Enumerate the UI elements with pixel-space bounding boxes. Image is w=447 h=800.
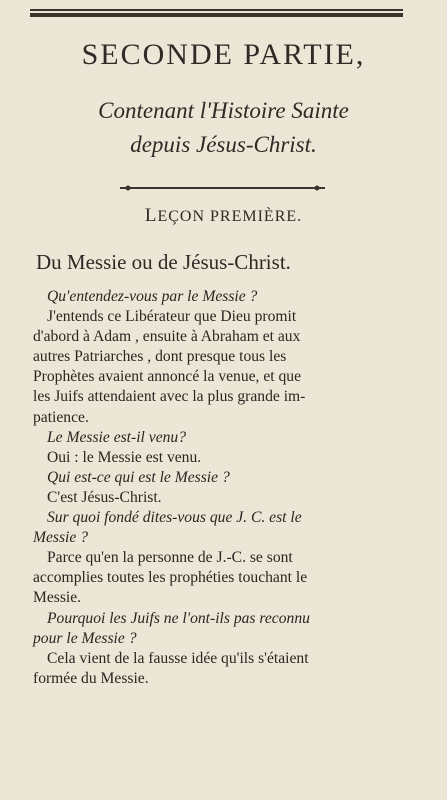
- text-line: C'est Jésus-Christ.: [47, 488, 162, 506]
- text-line: autres Patriarches , dont presque tous les: [33, 348, 287, 366]
- top-double-rule: [30, 9, 403, 19]
- text-line: Messie ?: [33, 529, 88, 547]
- subtitle-line-1: Contenant l'Histoire Sainte: [98, 98, 349, 123]
- subtitle-line-2: depuis Jésus-Christ.: [130, 132, 317, 157]
- text-line: Le Messie est-il venu?: [47, 428, 187, 446]
- text-line: accomplies toutes les prophéties touchant le: [33, 569, 308, 587]
- lesson-title-initial: L: [144, 205, 158, 226]
- text-line: J'entends ce Libérateur que Dieu promit: [47, 308, 297, 326]
- text-line: pour le Messie ?: [33, 629, 137, 647]
- text-line: patience.: [33, 408, 89, 426]
- text-line: Qu'entendez-vous par le Messie ?: [47, 288, 258, 305]
- text-line: Parce qu'en la personne de J.-C. se sont: [47, 549, 293, 567]
- body-text: [33, 287, 403, 689]
- decorative-rule-icon: [120, 182, 325, 194]
- text-line: Pourquoi les Juifs ne l'ont-ils pas reconnu: [47, 609, 310, 627]
- lesson-title-rest: EÇON PREMIÈRE.: [157, 208, 303, 225]
- text-line: Sur quoi fondé dites-vous que J. C. est le: [47, 509, 302, 527]
- text-line: Qui est-ce qui est le Messie ?: [47, 468, 230, 486]
- text-line: Prophètes avaient annoncé la venue, et que: [33, 368, 302, 386]
- text-line: les Juifs attendaient avec la plus grande im-: [33, 388, 306, 406]
- section-title: Du Messie ou de Jésus-Christ.: [36, 250, 291, 274]
- text-line: formée du Messie.: [33, 669, 149, 687]
- text-line: d'abord à Adam , ensuite à Abraham et aux: [33, 328, 301, 346]
- text-line: Cela vient de la fausse idée qu'ils s'étaient: [47, 649, 309, 667]
- text-line: Messie.: [33, 589, 82, 607]
- lesson-title: [20, 205, 427, 227]
- part-title: SECONDE PARTIE,: [81, 38, 366, 71]
- text-line: Oui : le Messie est venu.: [47, 448, 202, 466]
